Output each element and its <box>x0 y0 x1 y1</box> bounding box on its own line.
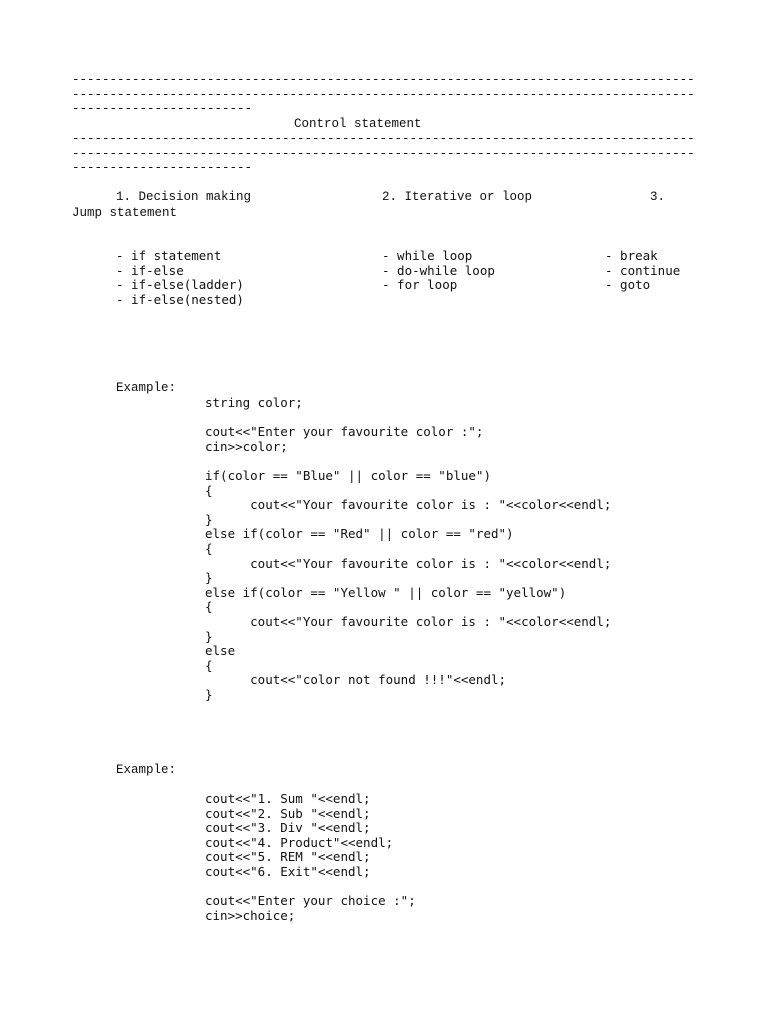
category-jump-number: 3. <box>650 190 666 204</box>
top-rule-3: ------------------------ <box>72 102 253 116</box>
list-loop: - while loop - do-while loop - for loop <box>382 248 495 293</box>
category-loop: 2. Iterative or loop <box>382 190 533 204</box>
title-rule-3: ------------------------ <box>72 161 253 175</box>
example-1-code: string color; cout<<"Enter your favourite color :"; cin>>color; if(color == "Blue" || color == "blue") { cout<<"Your favourite color is : "<<color<<endl; } else if(color == "Red" || color == "red") { cout<<"Your favourite color is : "<<color<<endl; } else if(color == "Yellow " || color == "yellow") { cout<<"Your favourite color is : "<<color<<endl; } else { cout<<"color not found !!!"<<endl; } <box>205 395 612 702</box>
list-jump: - break - continue - goto <box>605 248 681 293</box>
example-2-code: cout<<"1. Sum "<<endl; cout<<"2. Sub "<<endl; cout<<"3. Div "<<endl; cout<<"4. Product"<<endl; cout<<"5. REM "<<endl; cout<<"6. Exit"<<endl; cout<<"Enter your choice :"; cin>>choice; <box>205 791 416 923</box>
example-2-label: Example: <box>116 763 177 777</box>
example-1-label: Example: <box>116 381 177 395</box>
page-title: Control statement <box>294 117 422 131</box>
category-decision: 1. Decision making <box>116 190 252 204</box>
top-rule-2: ----------------------------------------------------------------------------------- <box>72 88 695 102</box>
top-rule-1: ----------------------------------------------------------------------------------- <box>72 73 695 87</box>
title-rule-2: ----------------------------------------------------------------------------------- <box>72 147 695 161</box>
title-rule-1: ----------------------------------------------------------------------------------- <box>72 132 695 146</box>
list-decision: - if statement - if-else - if-else(ladder) - if-else(nested) <box>116 248 244 307</box>
category-jump-label: Jump statement <box>72 206 178 220</box>
